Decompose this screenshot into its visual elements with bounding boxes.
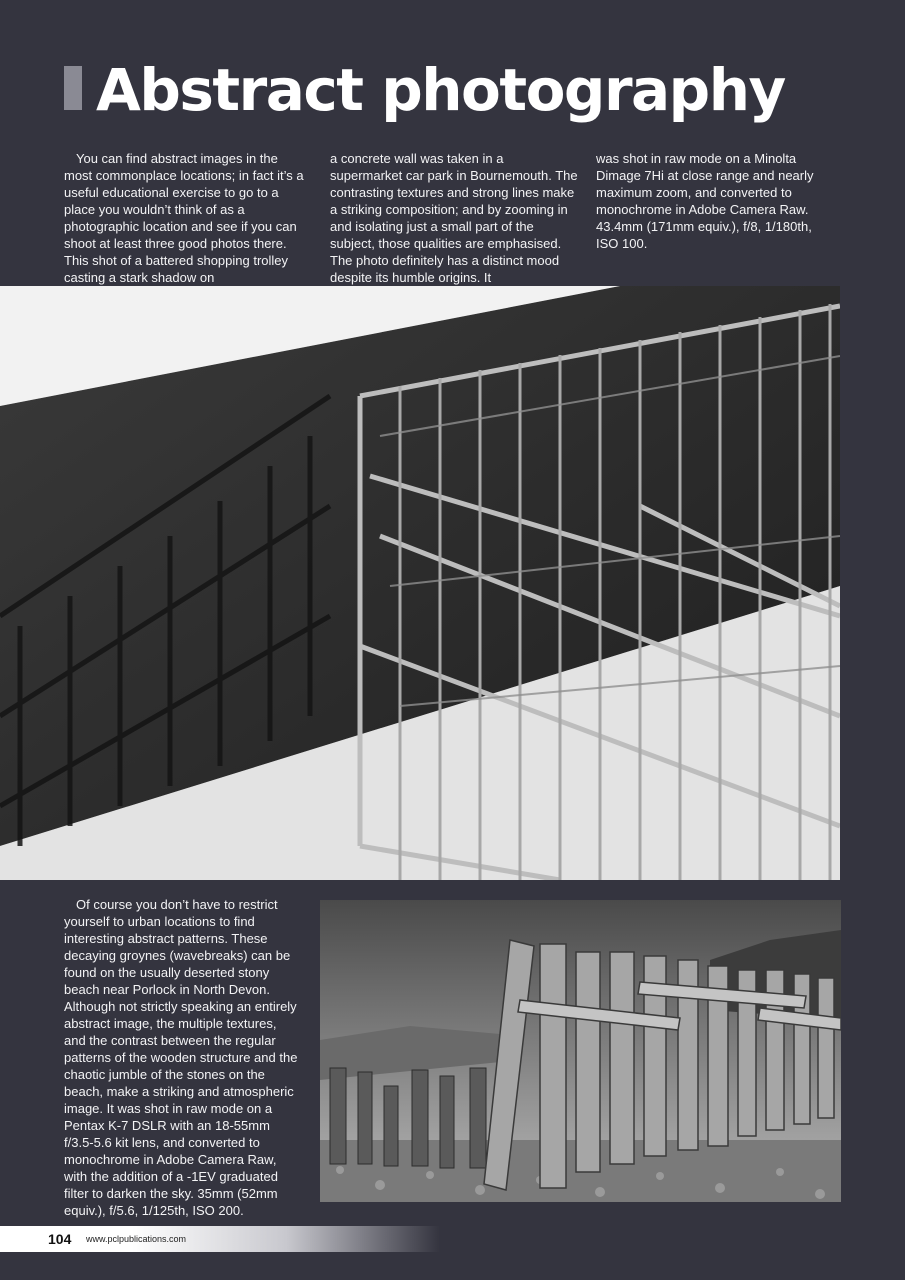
groynes-beach-photo [320,900,841,1202]
body-text-paragraph-2: Of course you don’t have to restrict yourself to urban locations to find interesting abstract patterns. These decaying groynes (wavebreaks) can be found on the usually deserted stony beach near Porlock in North Devon. Although not strictly speaking an entirely abstract image, the multiple textures, and the contrast between the regular patterns of the wooden structure and the chaotic jumble of the stones on the beach, make a striking and atmospheric image. It was shot in raw mode on a Pentax K-7 DSLR with an 18-55mm f/3.5-5.6 kit lens, and converted to monochrome in Adobe Camera Raw, with the addition of a -1EV graduated filter to darken the sky. 35mm (52mm equiv.), f/5.6, 1/125th, ISO 200. [64,897,298,1218]
body-text-column-3: was shot in raw mode on a Minolta Dimage 7Hi at close range and nearly maximum zoom, and converted to monochrome in Adobe Camera Raw. 43.4mm (171mm equiv.), f/8, 1/180th, ISO 100. [596,151,814,251]
body-text-column-1: You can find abstract images in the most commonplace locations; in fact it’s a useful educational exercise to go to a place you wouldn’t think of as a photographic location and see if you can shoot at least three good photos there. This shot of a battered shopping trolley casting a stark shadow on [64,151,304,285]
title-accent-bar [64,66,82,110]
page-title: Abstract photography [96,56,785,124]
footer-url: www.pclpublications.com [86,1234,187,1244]
body-text-column-2: a concrete wall was taken in a supermarket car park in Bournemouth. The contrasting textures and strong lines make a striking composition; and by zooming in and isolating just a small part of the subject, those qualities are emphasised. The photo definitely has a distinct mood despite its humble origins. It [330,151,578,285]
shopping-trolley-photo [0,286,840,880]
page-number: 104 [48,1231,72,1247]
